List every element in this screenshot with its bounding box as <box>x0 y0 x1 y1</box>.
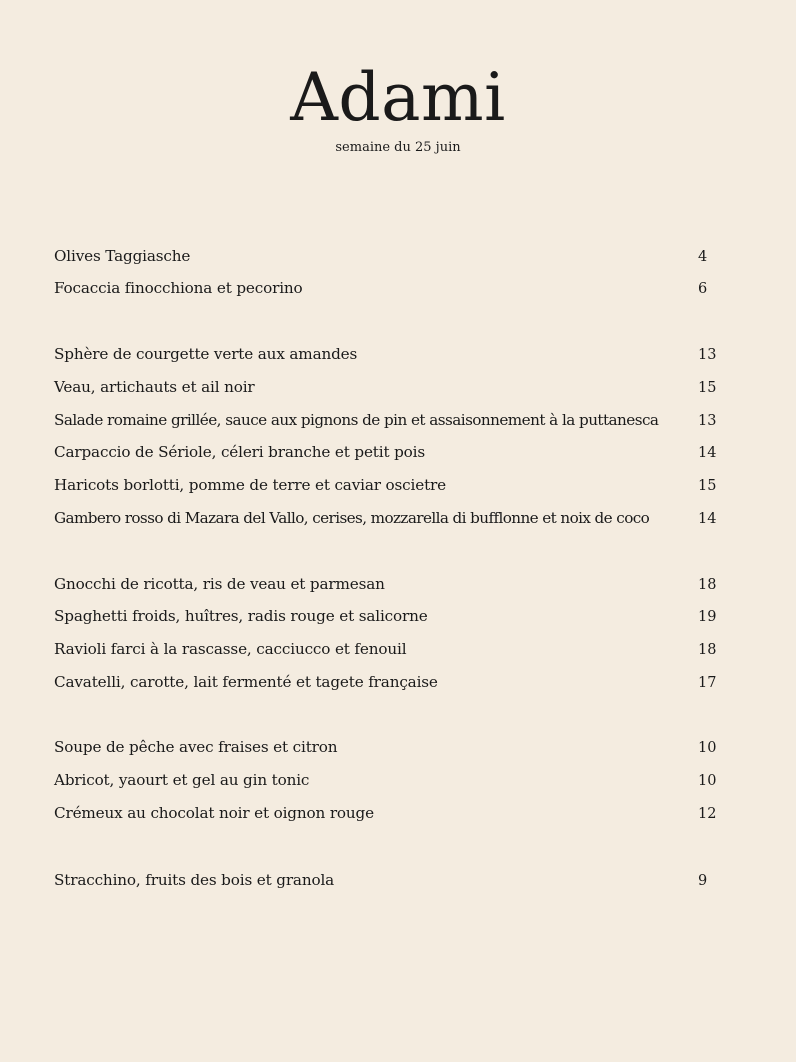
menu-item-name: Crémeux au chocolat noir et oignon rouge <box>54 804 374 822</box>
menu-item <box>54 604 717 628</box>
menu-item-name: Sphère de courgette verte aux amandes <box>54 345 358 363</box>
menu-item <box>54 408 717 432</box>
menu-item <box>54 637 717 661</box>
menu-item-name: Ravioli farci à la rascasse, cacciucco et fenouil <box>54 640 407 658</box>
menu-item-name: Carpaccio de Sériole, céleri branche et petit pois <box>54 443 425 461</box>
menu-item <box>54 572 717 596</box>
menu-item-price: 13 <box>698 347 717 363</box>
menu-item-name: Veau, artichauts et ail noir <box>54 378 255 396</box>
menu-item-price: 9 <box>698 873 708 889</box>
menu-item-name: Cavatelli, carotte, lait fermenté et tagete française <box>54 673 438 691</box>
menu-item-price: 14 <box>698 511 717 527</box>
menu-item <box>54 868 714 892</box>
menu-item-price: 15 <box>698 380 717 396</box>
menu-item-name: Gnocchi de ricotta, ris de veau et parmesan <box>54 575 385 593</box>
menu-item-name: Haricots borlotti, pomme de terre et caviar oscietre <box>54 476 446 494</box>
menu-item-price: 13 <box>698 413 717 429</box>
menu-item-price: 4 <box>698 249 708 265</box>
menu-item-name: Focaccia finocchiona et pecorino <box>54 279 303 297</box>
menu-item-name: Abricot, yaourt et gel au gin tonic <box>54 771 310 789</box>
menu-item <box>54 768 717 792</box>
menu-item <box>54 735 717 759</box>
menu-item-name: Spaghetti froids, huîtres, radis rouge et salicorne <box>54 607 428 625</box>
menu-item <box>54 670 717 694</box>
menu-item-price: 18 <box>698 577 717 593</box>
menu-item <box>54 342 717 366</box>
menu-item <box>54 440 717 464</box>
menu-list <box>54 0 717 1062</box>
menu-item-price: 19 <box>698 609 717 625</box>
menu-item-price: 12 <box>698 806 717 822</box>
menu-item-price: 17 <box>698 675 717 691</box>
menu-item <box>54 375 717 399</box>
menu-item <box>54 276 714 300</box>
menu-item <box>54 473 717 497</box>
menu-item-price: 6 <box>698 281 708 297</box>
menu-item-price: 10 <box>698 740 717 756</box>
menu-item <box>54 506 717 530</box>
menu-item-price: 15 <box>698 478 717 494</box>
menu-item <box>54 801 717 825</box>
menu-item-price: 14 <box>698 445 717 461</box>
menu-week-subtitle: semaine du 25 juin <box>335 140 461 155</box>
menu-item-name: Salade romaine grillée, sauce aux pignons de pin et assaisonnement à la puttanesca <box>54 411 659 429</box>
menu-item-price: 18 <box>698 642 717 658</box>
menu-item <box>54 244 714 268</box>
menu-item-name: Soupe de pêche avec fraises et citron <box>54 738 338 756</box>
menu-item-name: Olives Taggiasche <box>54 247 191 265</box>
menu-item-name: Gambero rosso di Mazara del Vallo, cerises, mozzarella di bufflonne et noix de coco <box>54 509 650 527</box>
restaurant-title: Adami <box>290 59 506 136</box>
menu-item-name: Stracchino, fruits des bois et granola <box>54 871 335 889</box>
menu-item-price: 10 <box>698 773 717 789</box>
